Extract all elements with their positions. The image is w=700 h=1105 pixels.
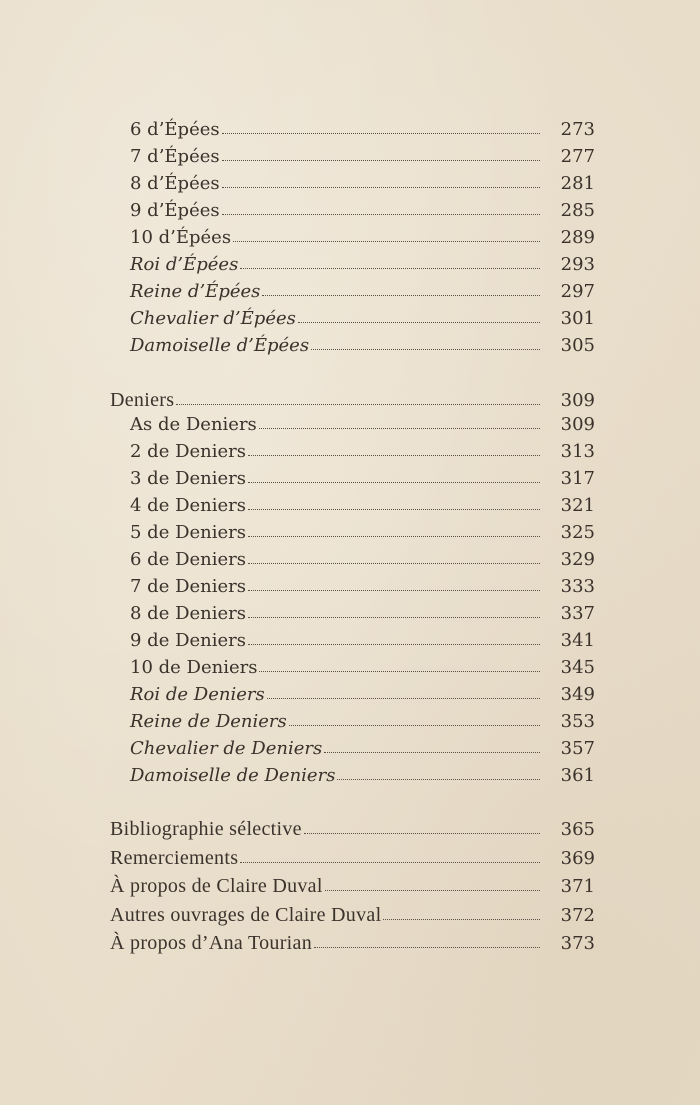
dot-leader — [248, 617, 540, 618]
toc-back-matter-row[interactable] — [0, 816, 700, 843]
toc-entry-page-number: 273 — [560, 119, 595, 140]
toc-entry-page-number: 281 — [560, 173, 595, 194]
toc-entry-row[interactable] — [0, 438, 700, 465]
toc-entry-page-number: 329 — [560, 549, 595, 570]
toc-entry-page-number: 309 — [560, 414, 595, 435]
toc-back-matter-page-number: 365 — [560, 819, 595, 840]
toc-entry-row[interactable] — [0, 170, 700, 197]
toc-back-matter-title: À propos de Claire Duval — [110, 875, 323, 897]
dot-leader — [383, 919, 540, 920]
toc-entry-page-number: 333 — [560, 576, 595, 597]
toc-entry-title: 10 d’Épées — [130, 227, 232, 248]
toc-entry-row[interactable] — [0, 546, 700, 573]
toc-entry-row[interactable] — [0, 305, 700, 332]
toc-entry-row[interactable] — [0, 627, 700, 654]
toc-entry-page-number: 305 — [560, 335, 595, 356]
dot-leader — [259, 671, 540, 672]
toc-back-matter-title: Bibliographie sélective — [110, 818, 302, 840]
dot-leader — [325, 890, 540, 891]
toc-back-matter-title: Autres ouvrages de Claire Duval — [110, 903, 382, 926]
dot-leader — [248, 590, 540, 591]
dot-leader — [248, 644, 540, 645]
toc-entry-row[interactable] — [0, 492, 700, 519]
toc-back-matter-page-number: 373 — [560, 933, 595, 954]
toc-back-matter-page-number: 372 — [560, 904, 595, 926]
toc-entry-page-number: 277 — [560, 146, 595, 167]
toc-entry-page-number: 317 — [560, 468, 595, 489]
dot-leader — [248, 509, 540, 510]
dot-leader — [324, 752, 540, 753]
toc-entry-title: 6 d’Épées — [130, 119, 220, 140]
toc-entry-page-number: 341 — [560, 630, 595, 651]
dot-leader — [248, 455, 540, 456]
toc-entry-row[interactable] — [0, 708, 700, 735]
dot-leader — [314, 947, 540, 948]
toc-entry-row[interactable] — [0, 116, 700, 143]
toc-entry-page-number: 293 — [560, 254, 595, 275]
toc-entry-title: 8 d’Épées — [130, 173, 220, 194]
dot-leader — [298, 322, 540, 323]
dot-leader — [311, 349, 540, 350]
dot-leader — [304, 833, 540, 834]
toc-entry-title: Damoiselle d’Épées — [130, 335, 310, 356]
toc-entry-row[interactable] — [0, 573, 700, 600]
toc-section-title: Deniers — [110, 389, 175, 411]
toc-back-matter-page-number: 371 — [560, 876, 595, 897]
toc-entry-title: 7 de Deniers — [130, 576, 246, 597]
dot-leader — [233, 241, 540, 242]
toc-back-matter-title: À propos d’Ana Tourian — [110, 932, 313, 954]
toc-entry-row[interactable] — [0, 654, 700, 681]
toc-entry-row[interactable] — [0, 681, 700, 708]
dot-leader — [337, 779, 540, 780]
dot-leader — [240, 862, 540, 863]
toc-back-matter-row[interactable] — [0, 902, 700, 929]
dot-leader — [222, 133, 540, 134]
toc-entry-title: Reine d’Épées — [130, 281, 261, 302]
toc-entry-title: 5 de Deniers — [130, 522, 246, 543]
toc-entry-row[interactable] — [0, 224, 700, 251]
toc-back-matter-row[interactable] — [0, 930, 700, 957]
dot-leader — [248, 482, 540, 483]
toc-entry-title: 10 de Deniers — [130, 657, 258, 678]
toc-entry-page-number: 285 — [560, 200, 595, 221]
toc-entry-row[interactable] — [0, 762, 700, 789]
toc-entry-title: 9 d’Épées — [130, 200, 220, 221]
dot-leader — [262, 295, 540, 296]
toc-section-page-number: 309 — [560, 390, 595, 411]
dot-leader — [222, 187, 540, 188]
dot-leader — [267, 698, 540, 699]
toc-entry-title: Roi de Deniers — [130, 684, 265, 705]
toc-entry-title: 2 de Deniers — [130, 441, 246, 462]
toc-entry-row[interactable] — [0, 143, 700, 170]
toc-entry-title: 8 de Deniers — [130, 603, 246, 624]
toc-entry-title: Chevalier d’Épées — [130, 308, 296, 329]
toc-entry-row[interactable] — [0, 332, 700, 359]
dot-leader — [222, 160, 540, 161]
toc-entry-row[interactable] — [0, 278, 700, 305]
dot-leader — [289, 725, 540, 726]
toc-entry-title: Damoiselle de Deniers — [130, 765, 336, 786]
toc-entry-title: 9 de Deniers — [130, 630, 246, 651]
toc-entry-page-number: 301 — [560, 308, 595, 329]
dot-leader — [222, 214, 540, 215]
toc-entry-page-number: 349 — [560, 684, 595, 705]
toc-back-matter-row[interactable] — [0, 845, 700, 872]
dot-leader — [240, 268, 540, 269]
toc-entry-row[interactable] — [0, 735, 700, 762]
toc-entry-row[interactable] — [0, 197, 700, 224]
dot-leader — [248, 536, 540, 537]
toc-entry-page-number: 345 — [560, 657, 595, 678]
toc-entry-row[interactable] — [0, 465, 700, 492]
toc-entry-row[interactable] — [0, 251, 700, 278]
toc-entry-page-number: 325 — [560, 522, 595, 543]
toc-entry-page-number: 297 — [560, 281, 595, 302]
toc-entry-row[interactable] — [0, 519, 700, 546]
toc-entry-page-number: 361 — [560, 765, 595, 786]
toc-entry-title: 3 de Deniers — [130, 468, 246, 489]
toc-entry-page-number: 313 — [560, 441, 595, 462]
toc-entry-page-number: 321 — [560, 495, 595, 516]
toc-entry-page-number: 357 — [560, 738, 595, 759]
toc-entry-page-number: 337 — [560, 603, 595, 624]
toc-entry-title: Reine de Deniers — [130, 711, 287, 732]
toc-entry-row[interactable] — [0, 411, 700, 438]
toc-entry-title: 4 de Deniers — [130, 495, 246, 516]
toc-entry-row[interactable] — [0, 600, 700, 627]
toc-section-row[interactable] — [0, 387, 700, 414]
toc-entry-title: 6 de Deniers — [130, 549, 246, 570]
toc-back-matter-title: Remerciements — [110, 846, 239, 869]
toc-entry-page-number: 289 — [560, 227, 595, 248]
dot-leader — [176, 404, 540, 405]
toc-entry-title: As de Deniers — [130, 414, 257, 435]
toc-entry-title: 7 d’Épées — [130, 146, 220, 167]
dot-leader — [259, 428, 540, 429]
toc-entry-title: Roi d’Épées — [130, 254, 239, 275]
toc-entry-title: Chevalier de Deniers — [130, 738, 323, 759]
toc-entry-page-number: 353 — [560, 711, 595, 732]
dot-leader — [248, 563, 540, 564]
toc-back-matter-row[interactable] — [0, 873, 700, 900]
toc-back-matter-page-number: 369 — [560, 847, 595, 869]
